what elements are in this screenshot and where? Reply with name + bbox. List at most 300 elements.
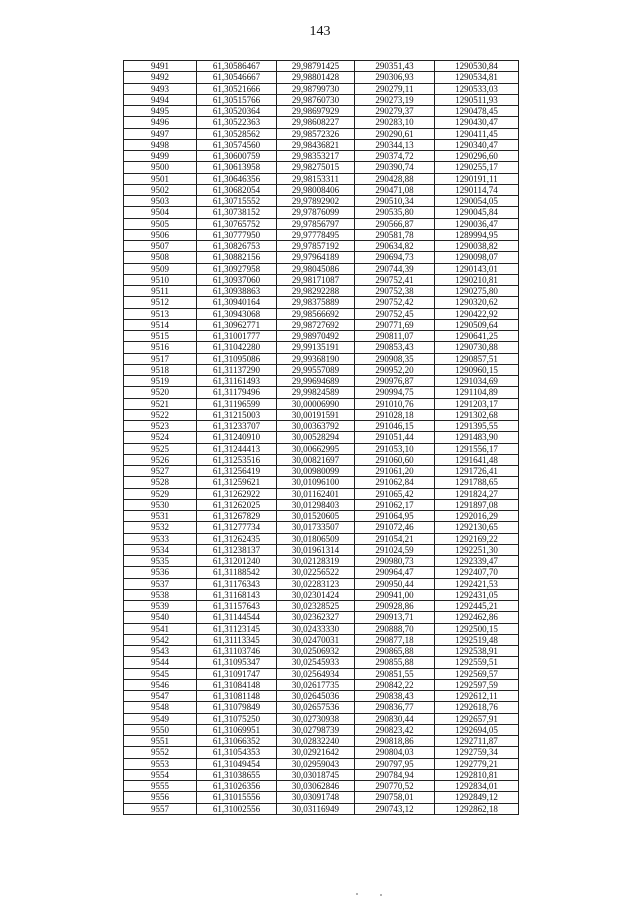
latitude-cell: 61,30600759 [197,151,277,162]
longitude-cell: 29,97856797 [277,218,355,229]
latitude-cell: 61,31201240 [197,556,277,567]
longitude-cell: 30,00363792 [277,421,355,432]
x-coordinate-cell: 290797,95 [355,758,435,769]
longitude-cell: 30,02645036 [277,691,355,702]
latitude-cell: 61,31253516 [197,454,277,465]
latitude-cell: 61,31123145 [197,623,277,634]
x-coordinate-cell: 291051,44 [355,432,435,443]
point-number-cell: 9493 [124,83,197,94]
x-coordinate-cell: 290752,45 [355,308,435,319]
latitude-cell: 61,30738152 [197,207,277,218]
longitude-cell: 30,02283123 [277,578,355,589]
longitude-cell: 30,02832240 [277,736,355,747]
longitude-cell: 30,01806509 [277,533,355,544]
longitude-cell: 30,01298403 [277,499,355,510]
y-coordinate-cell: 1289994,95 [435,229,519,240]
point-number-cell: 9534 [124,544,197,555]
latitude-cell: 61,30682054 [197,184,277,195]
y-coordinate-cell: 1290960,15 [435,364,519,375]
table-row [124,578,519,589]
table-row [124,252,519,263]
point-number-cell: 9555 [124,781,197,792]
table-row [124,83,519,94]
latitude-cell: 61,31238137 [197,544,277,555]
table-row [124,117,519,128]
x-coordinate-cell: 290471,08 [355,184,435,195]
y-coordinate-cell: 1290054,05 [435,196,519,207]
y-coordinate-cell: 1290422,92 [435,308,519,319]
point-number-cell: 9512 [124,297,197,308]
y-coordinate-cell: 1291483,90 [435,432,519,443]
y-coordinate-cell: 1290255,17 [435,162,519,173]
latitude-cell: 61,31267829 [197,511,277,522]
y-coordinate-cell: 1290036,47 [435,218,519,229]
longitude-cell: 30,02657536 [277,702,355,713]
point-number-cell: 9537 [124,578,197,589]
y-coordinate-cell: 1292597,59 [435,679,519,690]
y-coordinate-cell: 1290045,84 [435,207,519,218]
point-number-cell: 9508 [124,252,197,263]
table-row [124,297,519,308]
x-coordinate-cell: 290752,42 [355,297,435,308]
table-row [124,657,519,668]
latitude-cell: 61,30940164 [197,297,277,308]
latitude-cell: 61,31069951 [197,724,277,735]
x-coordinate-cell: 290842,22 [355,679,435,690]
point-number-cell: 9501 [124,173,197,184]
y-coordinate-cell: 1292462,86 [435,612,519,623]
longitude-cell: 30,03091748 [277,792,355,803]
point-number-cell: 9524 [124,432,197,443]
longitude-cell: 29,99135191 [277,342,355,353]
table-row [124,702,519,713]
x-coordinate-cell: 290908,35 [355,353,435,364]
y-coordinate-cell: 1292849,12 [435,792,519,803]
latitude-cell: 61,31277734 [197,522,277,533]
y-coordinate-cell: 1291641,48 [435,454,519,465]
x-coordinate-cell: 291024,59 [355,544,435,555]
latitude-cell: 61,31188542 [197,567,277,578]
point-number-cell: 9542 [124,634,197,645]
point-number-cell: 9553 [124,758,197,769]
table-row [124,522,519,533]
table-row [124,454,519,465]
y-coordinate-cell: 1292169,22 [435,533,519,544]
longitude-cell: 29,98153311 [277,173,355,184]
table-row [124,533,519,544]
latitude-cell: 61,31168143 [197,589,277,600]
point-number-cell: 9535 [124,556,197,567]
x-coordinate-cell: 290838,43 [355,691,435,702]
latitude-cell: 61,30962771 [197,319,277,330]
point-number-cell: 9541 [124,623,197,634]
y-coordinate-cell: 1290275,80 [435,286,519,297]
point-number-cell: 9536 [124,567,197,578]
y-coordinate-cell: 1292421,53 [435,578,519,589]
x-coordinate-cell: 290836,77 [355,702,435,713]
longitude-cell: 30,00006990 [277,398,355,409]
point-number-cell: 9494 [124,94,197,105]
latitude-cell: 61,31233707 [197,421,277,432]
point-number-cell: 9549 [124,713,197,724]
point-number-cell: 9498 [124,139,197,150]
y-coordinate-cell: 1291104,89 [435,387,519,398]
y-coordinate-cell: 1292657,91 [435,713,519,724]
x-coordinate-cell: 290851,55 [355,668,435,679]
x-coordinate-cell: 290428,88 [355,173,435,184]
y-coordinate-cell: 1292538,91 [435,646,519,657]
latitude-cell: 61,30586467 [197,61,277,72]
x-coordinate-cell: 290830,44 [355,713,435,724]
y-coordinate-cell: 1292711,87 [435,736,519,747]
table-row [124,803,519,814]
table-row [124,319,519,330]
point-number-cell: 9525 [124,443,197,454]
latitude-cell: 61,30520364 [197,106,277,117]
y-coordinate-cell: 1290340,47 [435,139,519,150]
longitude-cell: 30,02564934 [277,668,355,679]
table-row [124,443,519,454]
table-row [124,151,519,162]
latitude-cell: 61,30522363 [197,117,277,128]
x-coordinate-cell: 290306,93 [355,72,435,83]
table-row [124,274,519,285]
table-row [124,589,519,600]
table-row [124,173,519,184]
longitude-cell: 29,98045086 [277,263,355,274]
x-coordinate-cell: 291062,84 [355,477,435,488]
point-number-cell: 9556 [124,792,197,803]
y-coordinate-cell: 1290210,81 [435,274,519,285]
point-number-cell: 9518 [124,364,197,375]
table-row [124,241,519,252]
x-coordinate-cell: 290784,94 [355,769,435,780]
point-number-cell: 9532 [124,522,197,533]
point-number-cell: 9545 [124,668,197,679]
point-number-cell: 9548 [124,702,197,713]
point-number-cell: 9496 [124,117,197,128]
latitude-cell: 61,31259621 [197,477,277,488]
page-number: 143 [309,24,331,39]
point-number-cell: 9516 [124,342,197,353]
point-number-cell: 9544 [124,657,197,668]
y-coordinate-cell: 1291302,68 [435,409,519,420]
point-number-cell: 9495 [124,106,197,117]
latitude-cell: 61,31262922 [197,488,277,499]
point-number-cell: 9517 [124,353,197,364]
point-number-cell: 9510 [124,274,197,285]
latitude-cell: 61,31054353 [197,747,277,758]
x-coordinate-cell: 290752,38 [355,286,435,297]
x-coordinate-cell: 290743,12 [355,803,435,814]
table-row [124,758,519,769]
longitude-cell: 29,99694689 [277,376,355,387]
y-coordinate-cell: 1290143,01 [435,263,519,274]
point-number-cell: 9539 [124,601,197,612]
table-row [124,398,519,409]
table-row [124,286,519,297]
y-coordinate-cell: 1290296,60 [435,151,519,162]
x-coordinate-cell: 290804,03 [355,747,435,758]
x-coordinate-cell: 290390,74 [355,162,435,173]
x-coordinate-cell: 290771,69 [355,319,435,330]
x-coordinate-cell: 290273,19 [355,94,435,105]
y-coordinate-cell: 1292694,05 [435,724,519,735]
x-coordinate-cell: 290279,37 [355,106,435,117]
y-coordinate-cell: 1292810,81 [435,769,519,780]
longitude-cell: 30,00528294 [277,432,355,443]
longitude-cell: 30,00821697 [277,454,355,465]
longitude-cell: 30,02328525 [277,601,355,612]
x-coordinate-cell: 290877,18 [355,634,435,645]
latitude-cell: 61,31262435 [197,533,277,544]
point-number-cell: 9528 [124,477,197,488]
latitude-cell: 61,30646356 [197,173,277,184]
table-row [124,308,519,319]
latitude-cell: 61,30882156 [197,252,277,263]
latitude-cell: 61,31144544 [197,612,277,623]
y-coordinate-cell: 1291034,69 [435,376,519,387]
longitude-cell: 30,03062846 [277,781,355,792]
latitude-cell: 61,31081148 [197,691,277,702]
y-coordinate-cell: 1292612,11 [435,691,519,702]
table-row [124,387,519,398]
x-coordinate-cell: 290694,73 [355,252,435,263]
longitude-cell: 29,98608227 [277,117,355,128]
y-coordinate-cell: 1290533,03 [435,83,519,94]
point-number-cell: 9521 [124,398,197,409]
latitude-cell: 61,31091747 [197,668,277,679]
point-number-cell: 9546 [124,679,197,690]
x-coordinate-cell: 290853,43 [355,342,435,353]
longitude-cell: 29,99824589 [277,387,355,398]
x-coordinate-cell: 290351,43 [355,61,435,72]
table-row [124,477,519,488]
latitude-cell: 61,31137290 [197,364,277,375]
longitude-cell: 29,98275015 [277,162,355,173]
longitude-cell: 30,02545933 [277,657,355,668]
point-number-cell: 9500 [124,162,197,173]
latitude-cell: 61,31079849 [197,702,277,713]
table-row [124,409,519,420]
longitude-cell: 30,02128319 [277,556,355,567]
point-number-cell: 9531 [124,511,197,522]
point-number-cell: 9527 [124,466,197,477]
point-number-cell: 9514 [124,319,197,330]
y-coordinate-cell: 1292559,51 [435,657,519,668]
x-coordinate-cell: 290344,13 [355,139,435,150]
table-row [124,94,519,105]
longitude-cell: 29,98760730 [277,94,355,105]
table-row [124,646,519,657]
latitude-cell: 61,30515766 [197,94,277,105]
point-number-cell: 9557 [124,803,197,814]
x-coordinate-cell: 290279,11 [355,83,435,94]
x-coordinate-cell: 291028,18 [355,409,435,420]
x-coordinate-cell: 291065,42 [355,488,435,499]
point-number-cell: 9550 [124,724,197,735]
latitude-cell: 61,31262025 [197,499,277,510]
table-row [124,376,519,387]
y-coordinate-cell: 1292500,15 [435,623,519,634]
latitude-cell: 61,31001777 [197,331,277,342]
table-row [124,184,519,195]
table-row [124,556,519,567]
y-coordinate-cell: 1290511,93 [435,94,519,105]
table-row [124,466,519,477]
latitude-cell: 61,31015556 [197,792,277,803]
longitude-cell: 30,02433330 [277,623,355,634]
x-coordinate-cell: 290283,10 [355,117,435,128]
latitude-cell: 61,31042280 [197,342,277,353]
table-row [124,601,519,612]
x-coordinate-cell: 290913,71 [355,612,435,623]
point-number-cell: 9533 [124,533,197,544]
x-coordinate-cell: 290510,34 [355,196,435,207]
table-row [124,724,519,735]
latitude-cell: 61,31240910 [197,432,277,443]
table-row [124,218,519,229]
latitude-cell: 61,31002556 [197,803,277,814]
y-coordinate-cell: 1290320,62 [435,297,519,308]
point-number-cell: 9522 [124,409,197,420]
point-number-cell: 9497 [124,128,197,139]
scan-speck [356,893,358,895]
table-row [124,634,519,645]
y-coordinate-cell: 1291203,17 [435,398,519,409]
coordinate-table [123,60,519,815]
table-row [124,567,519,578]
y-coordinate-cell: 1291556,17 [435,443,519,454]
latitude-cell: 61,31095347 [197,657,277,668]
latitude-cell: 61,31095086 [197,353,277,364]
x-coordinate-cell: 291062,17 [355,499,435,510]
table-row [124,511,519,522]
longitude-cell: 30,03018745 [277,769,355,780]
point-number-cell: 9526 [124,454,197,465]
x-coordinate-cell: 290928,86 [355,601,435,612]
longitude-cell: 29,98566692 [277,308,355,319]
latitude-cell: 61,31176343 [197,578,277,589]
table-row [124,691,519,702]
latitude-cell: 61,31026356 [197,781,277,792]
y-coordinate-cell: 1292519,48 [435,634,519,645]
table-row [124,72,519,83]
y-coordinate-cell: 1292016,29 [435,511,519,522]
y-coordinate-cell: 1290191,11 [435,173,519,184]
x-coordinate-cell: 290818,86 [355,736,435,747]
table-row [124,668,519,679]
table-row [124,623,519,634]
longitude-cell: 30,01162401 [277,488,355,499]
longitude-cell: 29,97892902 [277,196,355,207]
x-coordinate-cell: 291046,15 [355,421,435,432]
y-coordinate-cell: 1290411,45 [435,128,519,139]
longitude-cell: 29,98008406 [277,184,355,195]
table-row [124,612,519,623]
point-number-cell: 9554 [124,769,197,780]
y-coordinate-cell: 1292618,76 [435,702,519,713]
table-row [124,713,519,724]
table-row [124,128,519,139]
latitude-cell: 61,31256419 [197,466,277,477]
latitude-cell: 61,30943068 [197,308,277,319]
y-coordinate-cell: 1290509,64 [435,319,519,330]
longitude-cell: 30,00980099 [277,466,355,477]
y-coordinate-cell: 1292130,65 [435,522,519,533]
point-number-cell: 9502 [124,184,197,195]
table-row [124,342,519,353]
x-coordinate-cell: 290535,80 [355,207,435,218]
y-coordinate-cell: 1290857,51 [435,353,519,364]
x-coordinate-cell: 290964,47 [355,567,435,578]
table-row [124,421,519,432]
y-coordinate-cell: 1290530,84 [435,61,519,72]
table-row [124,207,519,218]
longitude-cell: 30,02798739 [277,724,355,735]
table-row [124,106,519,117]
latitude-cell: 61,31066352 [197,736,277,747]
point-number-cell: 9540 [124,612,197,623]
latitude-cell: 61,30521666 [197,83,277,94]
table-row [124,331,519,342]
table-row [124,781,519,792]
y-coordinate-cell: 1292431,05 [435,589,519,600]
y-coordinate-cell: 1292569,57 [435,668,519,679]
point-number-cell: 9538 [124,589,197,600]
y-coordinate-cell: 1290730,88 [435,342,519,353]
y-coordinate-cell: 1292407,70 [435,567,519,578]
x-coordinate-cell: 290941,00 [355,589,435,600]
longitude-cell: 29,98970492 [277,331,355,342]
x-coordinate-cell: 290770,52 [355,781,435,792]
y-coordinate-cell: 1290641,25 [435,331,519,342]
longitude-cell: 29,98375889 [277,297,355,308]
y-coordinate-cell: 1291395,55 [435,421,519,432]
y-coordinate-cell: 1290098,07 [435,252,519,263]
latitude-cell: 61,30546667 [197,72,277,83]
table-row [124,353,519,364]
x-coordinate-cell: 290865,88 [355,646,435,657]
longitude-cell: 29,98727692 [277,319,355,330]
x-coordinate-cell: 290888,70 [355,623,435,634]
y-coordinate-cell: 1290114,74 [435,184,519,195]
table-row [124,162,519,173]
point-number-cell: 9505 [124,218,197,229]
y-coordinate-cell: 1291897,08 [435,499,519,510]
latitude-cell: 61,31244413 [197,443,277,454]
y-coordinate-cell: 1290534,81 [435,72,519,83]
latitude-cell: 61,30765752 [197,218,277,229]
latitude-cell: 61,31179496 [197,387,277,398]
longitude-cell: 29,98572326 [277,128,355,139]
y-coordinate-cell: 1291824,27 [435,488,519,499]
table-row [124,139,519,150]
table-row [124,263,519,274]
longitude-cell: 30,01520605 [277,511,355,522]
x-coordinate-cell: 290980,73 [355,556,435,567]
point-number-cell: 9492 [124,72,197,83]
latitude-cell: 61,31215003 [197,409,277,420]
longitude-cell: 29,98292288 [277,286,355,297]
longitude-cell: 30,02506932 [277,646,355,657]
point-number-cell: 9519 [124,376,197,387]
y-coordinate-cell: 1292251,30 [435,544,519,555]
latitude-cell: 61,31103746 [197,646,277,657]
point-number-cell: 9503 [124,196,197,207]
table-row [124,196,519,207]
point-number-cell: 9530 [124,499,197,510]
